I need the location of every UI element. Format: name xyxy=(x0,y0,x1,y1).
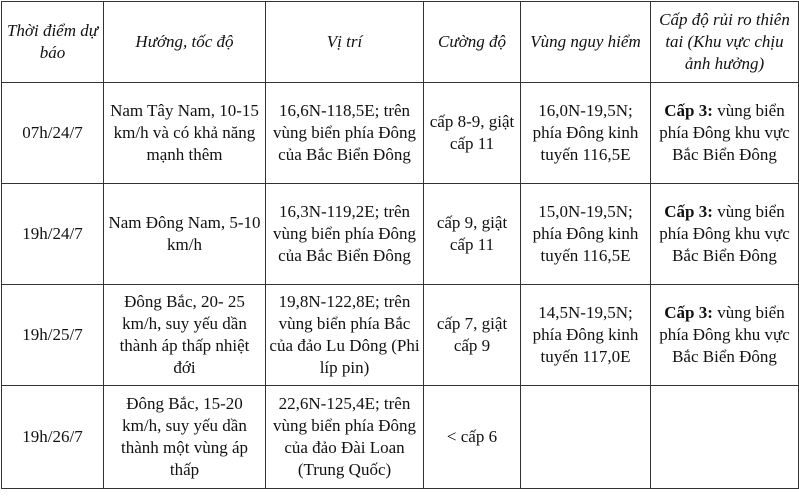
cell-time: 19h/25/7 xyxy=(2,285,104,386)
forecast-table xyxy=(1,1,799,489)
table-row xyxy=(2,83,799,184)
cell-position: 16,6N-118,5E; trên vùng biển phía Đông của Bắc Biển Đông xyxy=(266,83,424,184)
cell-position: 16,3N-119,2E; trên vùng biển phía Đông của Bắc Biển Đông xyxy=(266,184,424,285)
table-row xyxy=(2,184,799,285)
header-risk: Cấp độ rủi ro thiên tai (Khu vực chịu ảnh hưởng) xyxy=(651,2,799,83)
cell-time: 19h/24/7 xyxy=(2,184,104,285)
cell-risk xyxy=(651,184,799,285)
cell-intensity: cấp 7, giật cấp 9 xyxy=(424,285,521,386)
cell-direction: Đông Bắc, 15-20 km/h, suy yếu dần thành một vùng áp thấp xyxy=(104,386,266,489)
cell-time: 07h/24/7 xyxy=(2,83,104,184)
header-intensity: Cường độ xyxy=(424,2,521,83)
cell-danger-zone: 14,5N-19,5N; phía Đông kinh tuyến 117,0E xyxy=(521,285,651,386)
header-position: Vị trí xyxy=(266,2,424,83)
risk-area: vùng biển phía Đông khu vực Bắc Biển Đông xyxy=(659,101,790,164)
risk-area: vùng biển phía Đông khu vực Bắc Biển Đông xyxy=(659,202,790,265)
cell-position: 19,8N-122,8E; trên vùng biển phía Bắc của đảo Lu Dông (Phi líp pin) xyxy=(266,285,424,386)
cell-direction: Đông Bắc, 20- 25 km/h, suy yếu dần thành áp thấp nhiệt đới xyxy=(104,285,266,386)
cell-danger-zone: 16,0N-19,5N; phía Đông kinh tuyến 116,5E xyxy=(521,83,651,184)
risk-level: Cấp 3: xyxy=(664,202,713,221)
risk-level: Cấp 3: xyxy=(664,303,713,322)
cell-danger-zone: 15,0N-19,5N; phía Đông kinh tuyến 116,5E xyxy=(521,184,651,285)
table-row xyxy=(2,386,799,489)
cell-intensity: cấp 8-9, giật cấp 11 xyxy=(424,83,521,184)
cell-intensity: cấp 9, giật cấp 11 xyxy=(424,184,521,285)
cell-direction: Nam Tây Nam, 10-15 km/h và có khả năng mạnh thêm xyxy=(104,83,266,184)
header-row xyxy=(2,2,799,83)
cell-risk xyxy=(651,83,799,184)
risk-level: Cấp 3: xyxy=(664,101,713,120)
cell-direction: Nam Đông Nam, 5-10 km/h xyxy=(104,184,266,285)
cell-danger-zone xyxy=(521,386,651,489)
risk-area: vùng biển phía Đông khu vực Bắc Biển Đông xyxy=(659,303,790,366)
header-direction: Hướng, tốc độ xyxy=(104,2,266,83)
cell-intensity: < cấp 6 xyxy=(424,386,521,489)
cell-time: 19h/26/7 xyxy=(2,386,104,489)
header-time: Thời điểm dự báo xyxy=(2,2,104,83)
cell-risk xyxy=(651,386,799,489)
table-row xyxy=(2,285,799,386)
cell-position: 22,6N-125,4E; trên vùng biển phía Đông của đảo Đài Loan (Trung Quốc) xyxy=(266,386,424,489)
cell-risk xyxy=(651,285,799,386)
header-danger-zone: Vùng nguy hiểm xyxy=(521,2,651,83)
